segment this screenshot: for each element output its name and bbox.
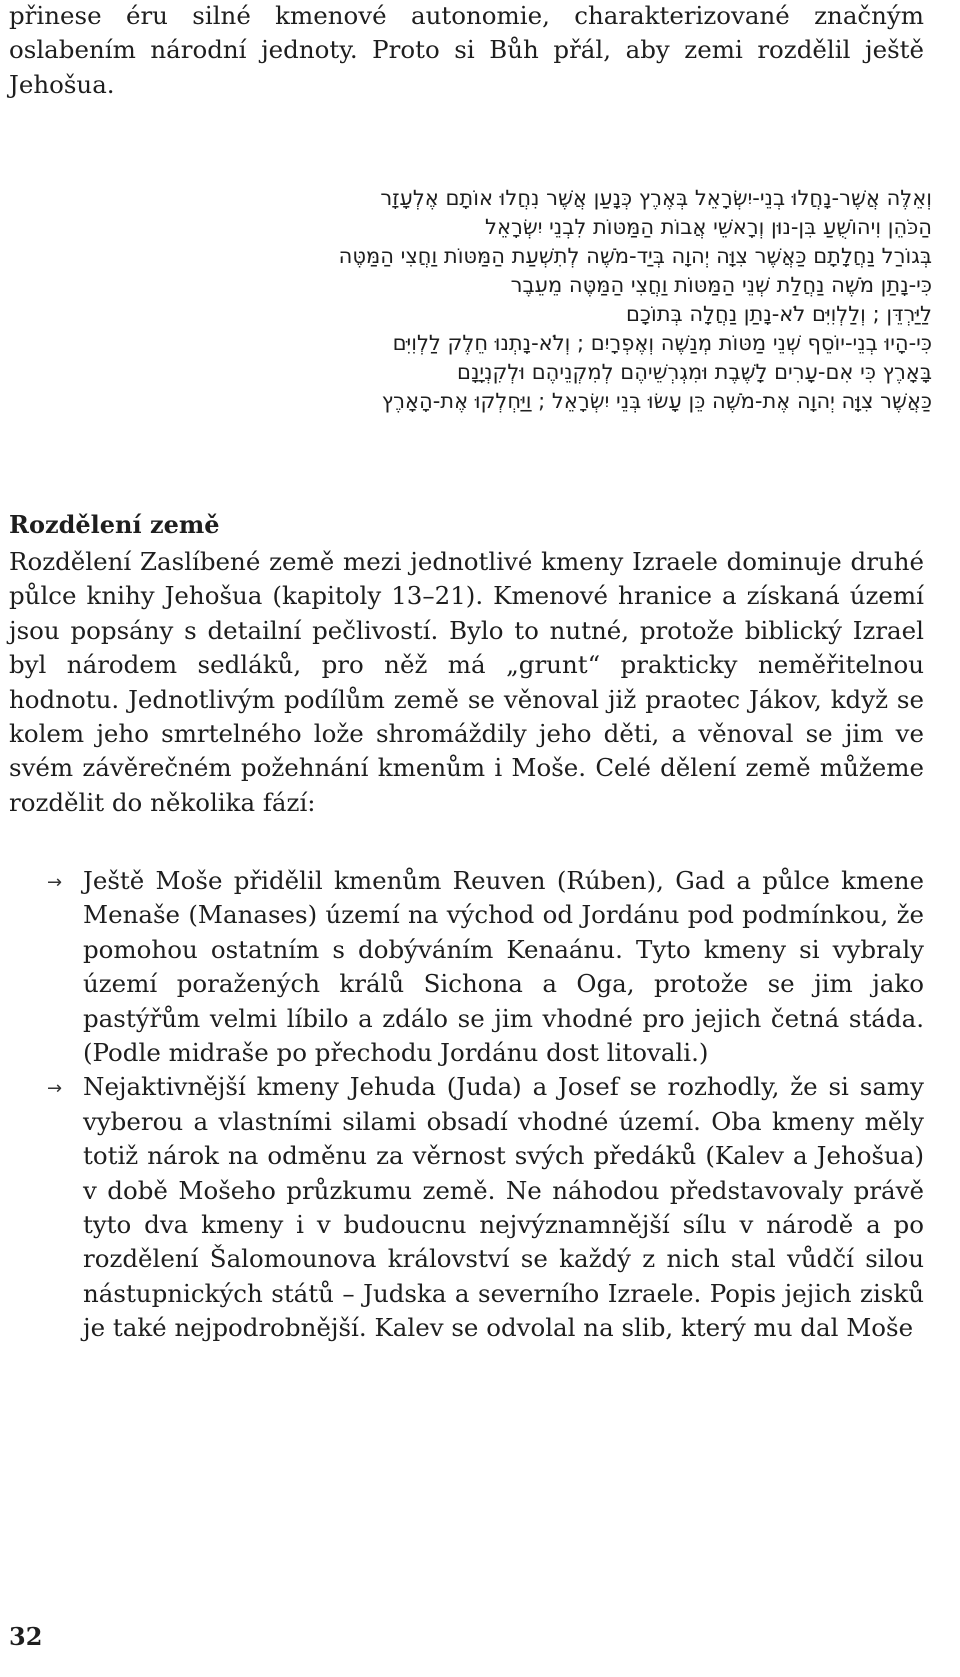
list-item bbox=[9, 1070, 924, 1345]
list-item bbox=[9, 864, 924, 1070]
hebrew-line: כִּי-הָיוּ בְנֵי-יוֹסֵף שְׁנֵי מַטּוֹת מְנַשֶּׁה וְאֶפְרָיִם ; וְלֹא-נָתְנוּ חֵלֶק לַלְוִיִּם bbox=[392, 331, 932, 355]
hebrew-line: בָּאָרֶץ כִּי אִם-עָרִים לָשֶׁבֶת וּמִגְרְשֵׁיהֶם לְמִקְנֵיהֶם וּלְקִנְיָנָם bbox=[457, 360, 932, 384]
hebrew-line: כַּאֲשֶׁר צִוָּה יְהוָה אֶת-מֹשֶׁה כֵּן עָשׂוּ בְּנֵי יִשְׂרָאֵל ; וַיַּחְלְקוּ אֶת-הָאָרֶץ bbox=[381, 389, 932, 413]
hebrew-line: וְאֵלֶּה אֲשֶׁר-נָחֲלוּ בְנֵי-יִשְׂרָאֵל בְּאֶרֶץ כְּנָעַן אֲשֶׁר נִחֲלוּ אוֹתָם אֶלְעָזָר bbox=[380, 186, 932, 210]
arrow-bullet-icon: → bbox=[47, 872, 63, 893]
body-paragraph: Rozdělení Zaslíbené země mezi jednotlivé kmeny Izraele dominuje druhé půlce knihy Jehošua (kapitoly 13–21). Kmenové hranice a získaná území jsou popsány s detailní pečlivostí. Bylo to nutné, protože biblický Izrael byl národem sedláků, pro něž má „grunt“ prakticky neměřitelnou hodnotu. Jednotlivým podílům země se věnoval již praotec Jákov, když se kolem jeho smrtelného lože shromáždily jeho děti, a věnoval se jim ve svém závěrečném požehnání kmenům i Moše. Celé dělení země můžeme rozdělit do několika fází: bbox=[9, 547, 924, 817]
hebrew-line: כִּי-נָתַן מֹשֶׁה נַחֲלַת שְׁנֵי הַמַּטּוֹת וַחֲצִי הַמַּטֶּה מֵעֵבֶר bbox=[510, 273, 932, 297]
hebrew-verse-block bbox=[249, 184, 932, 416]
hebrew-line: בְּגוֹרַל נַחֲלָתָם כַּאֲשֶׁר צִוָּה יְהוָה בְּיַד-מֹשֶׁה לְתִשְׁעַת הַמַּטּוֹת וַחֲצִי הַמַּטֶּה bbox=[338, 244, 932, 268]
list-item-text: Nejaktivnější kmeny Jehuda (Juda) a Josef se rozhodly, že si samy vyberou a vlastními silami obsadí vhodné území. Oba kmeny měly totiž nárok na odměnu za věrnost svých předáků (Kalev a Jehošua) v době Mošeho průzkumu země. Ne náhodou představovaly právě tyto dva kmeny i v budoucnu nejvýznamnější sílu v národě a po rozdělení Šalomounova království se každý z nich stal vůdčí silou nástupnických států – Judska a severního Izraele. Popis jejich zisků je také nejpodrobnější. Kalev se odvolal na slib, který mu dal Moše bbox=[83, 1072, 924, 1343]
arrow-bullet-icon: → bbox=[47, 1078, 63, 1100]
intro-paragraph: přinese éru silné kmenové autonomie, charakterizované značným oslabením národní jednoty. Proto si Bůh přál, aby zemi rozdělil ještě Jehošua. bbox=[9, 1, 924, 99]
hebrew-line: לַיַּרְדֵּן ; וְלַלְוִיִּם לֹא-נָתַן נַחֲלָה בְּתוֹכָם bbox=[625, 302, 932, 326]
section-heading: Rozdělení země bbox=[9, 510, 220, 539]
list-item-text: Ještě Moše přidělil kmenům Reuven (Rúben), Gad a půlce kmene Menaše (Manases) území na východ od Jordánu pod podmínkou, že pomohou ostatním s dobýváním Kenaánu. Tyto kmeny si vybraly území poražených králů Sichona a Oga, protože se jim jako pastýřům velmi líbilo a zdálo se jim vhodné pro jejich četná stáda. (Podle midraše po přechodu Jordánu dost litovali.) bbox=[83, 866, 924, 1068]
page-number: 32 bbox=[9, 1622, 43, 1651]
hebrew-line: הַכֹּהֵן וִיהוֹשֻׁעַ בִּן-נוּן וְרָאשֵׁי אֲבוֹת הַמַּטּוֹת לִבְנֵי יִשְׂרָאֵל bbox=[485, 215, 932, 239]
phase-list bbox=[9, 864, 924, 1346]
